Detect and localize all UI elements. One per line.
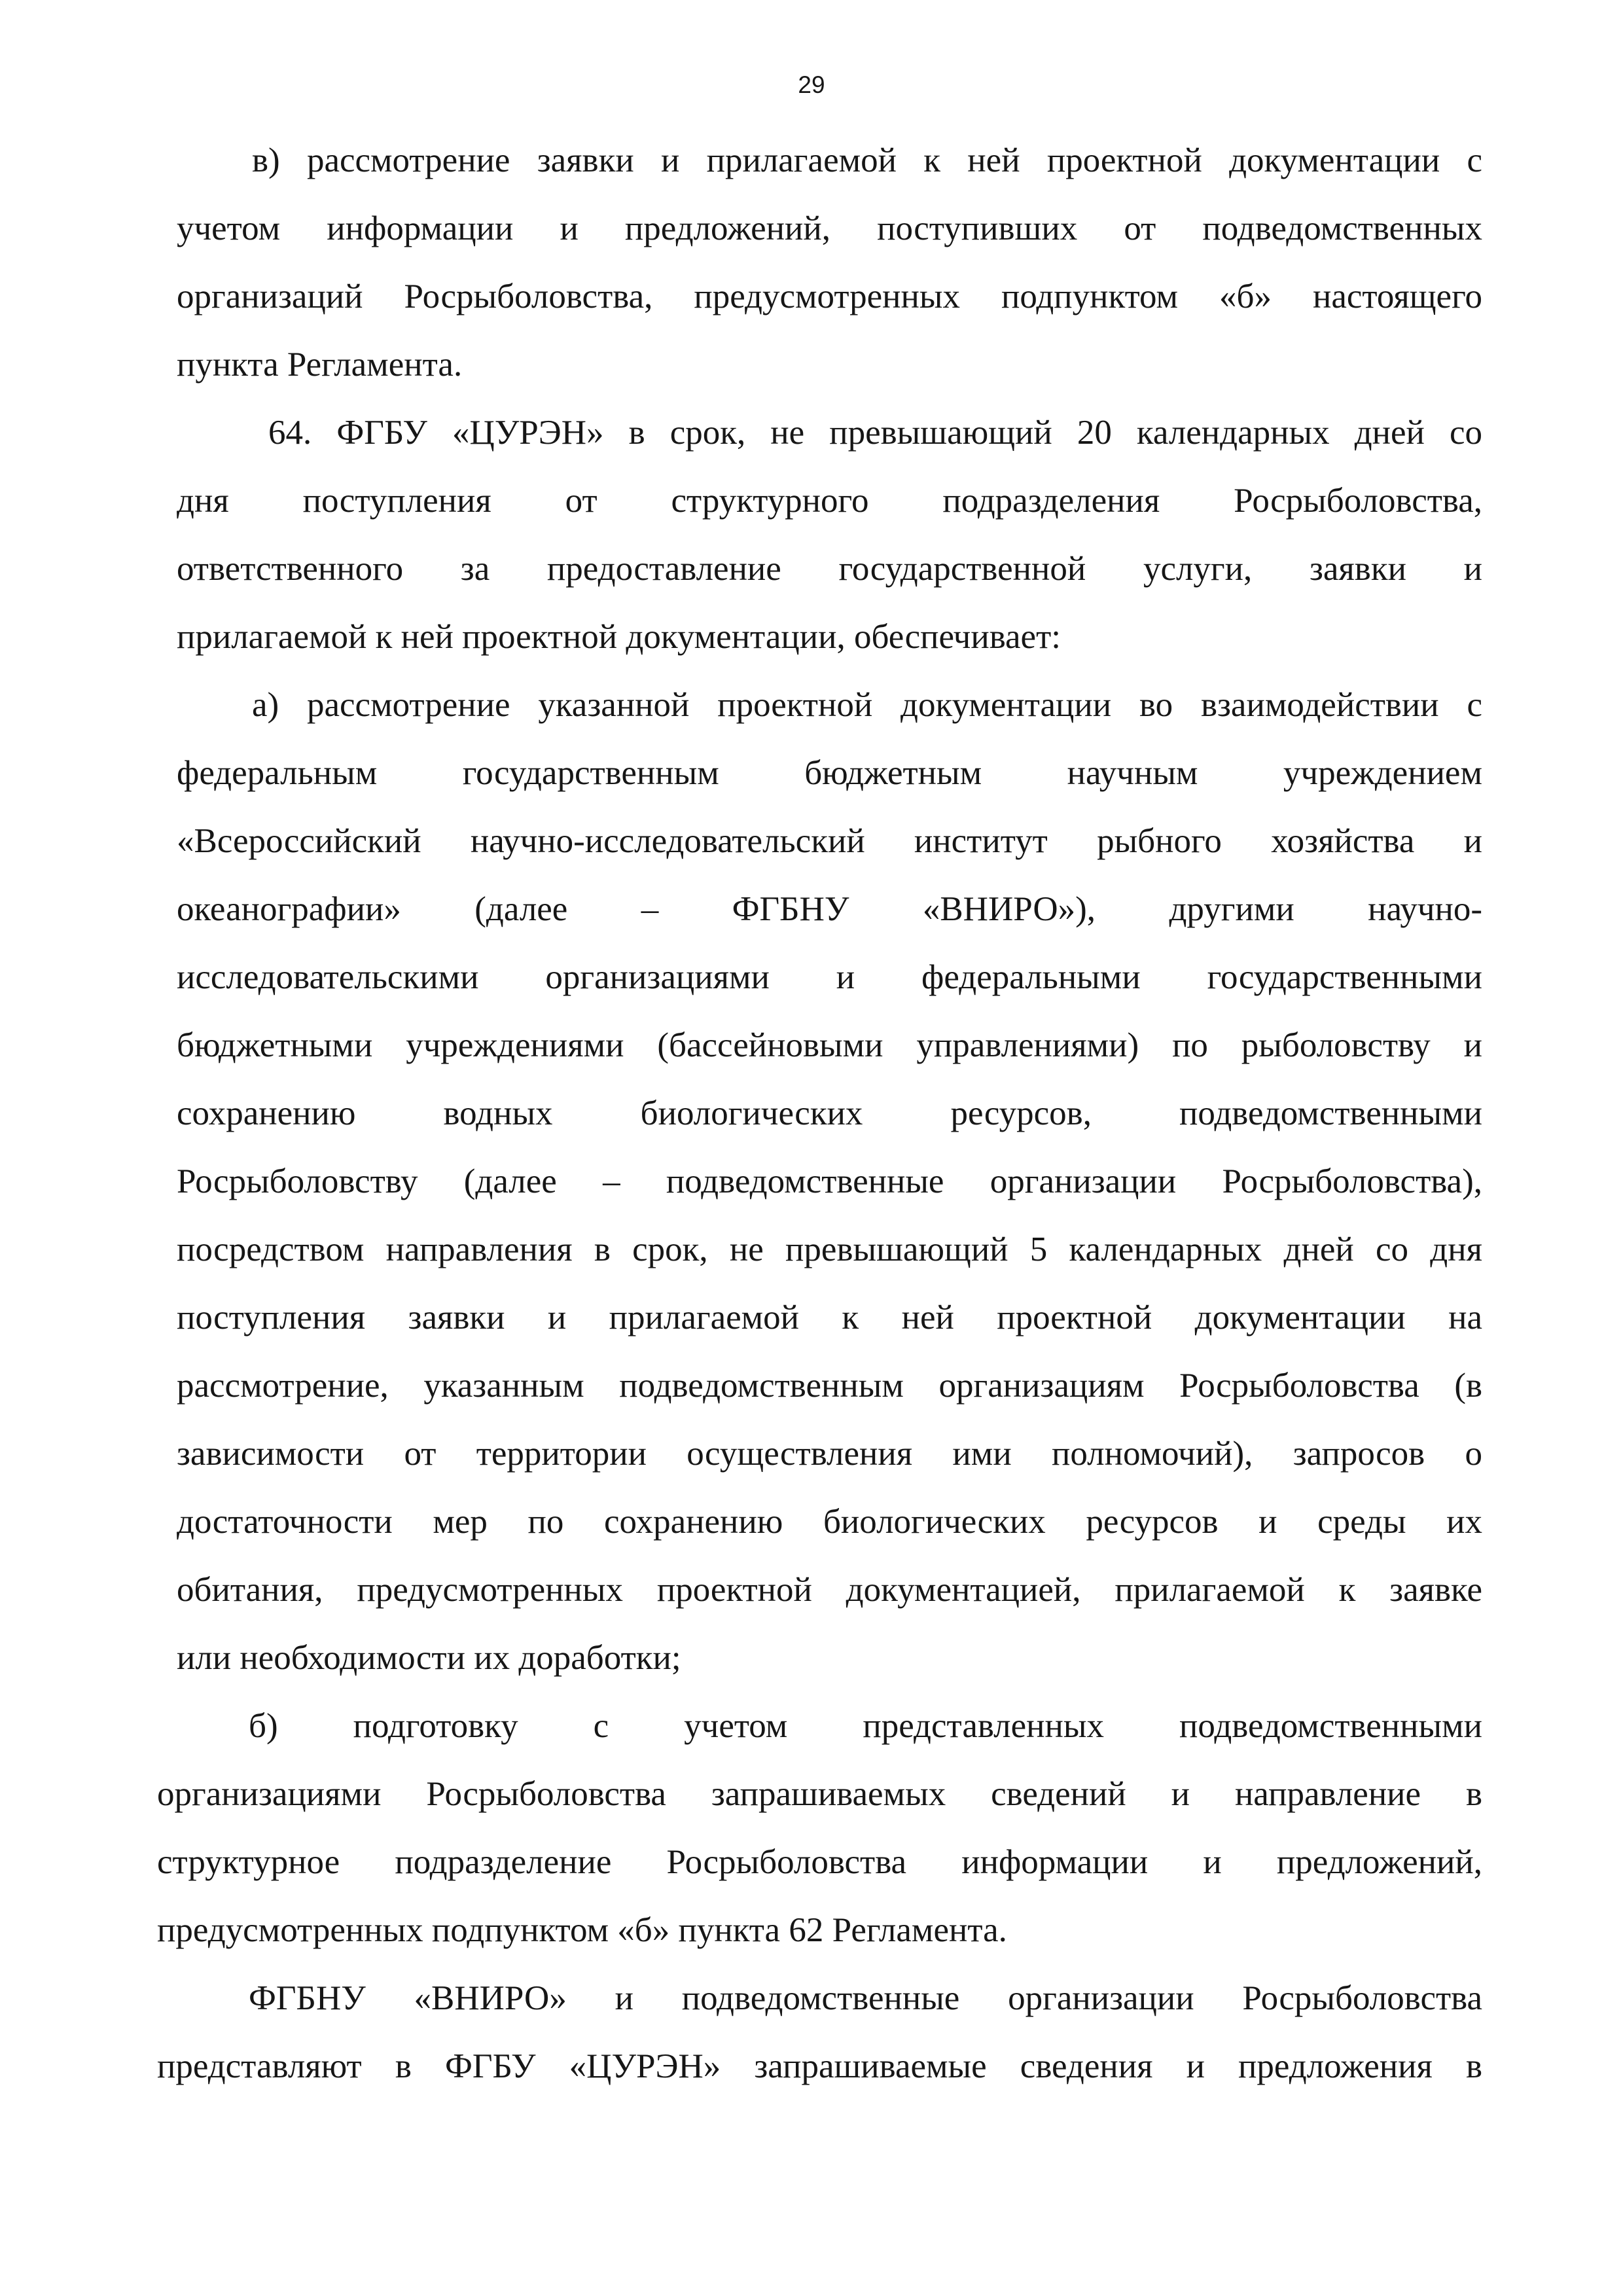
document-body [157,126,1482,2100]
text-line: предусмотренных подпунктом «б» пункта 62 Регламента. [157,1911,1007,1949]
text-line: «Всероссийский научно-исследовательский институт рыбного хозяйства и [177,822,1482,860]
text-line: исследовательскими организациями и федеральными государственными [177,958,1482,996]
text-line: океанографии» (далее – ФГБНУ «ВНИРО»), другими научно- [177,890,1482,928]
text-line: 64. ФГБУ «ЦУРЭН» в срок, не превышающий 20 календарных дней со [268,414,1482,452]
text-line: достаточности мер по сохранению биологических ресурсов и среды их [177,1503,1482,1541]
text-line: сохранению водных биологических ресурсов, подведомственными [177,1094,1482,1132]
text-line: прилагаемой к ней проектной документации, обеспечивает: [177,618,1061,656]
paragraph-item-v [177,126,1482,399]
text-line: рассмотрение, указанным подведомственным организациям Росрыболовства (в [177,1367,1482,1405]
text-line: организациями Росрыболовства запрашиваемых сведений и направление в [157,1775,1482,1813]
text-line: Росрыболовству (далее – подведомственные организации Росрыболовства), [177,1162,1482,1200]
text-line: ответственного за предоставление государственной услуги, заявки и [177,550,1482,588]
text-line: структурное подразделение Росрыболовства информации и предложений, [157,1843,1482,1881]
text-line: учетом информации и предложений, поступивших от подведомственных [177,209,1482,247]
paragraph-item-b [157,1692,1482,1964]
text-line: посредством направления в срок, не превышающий 5 календарных дней со дня [177,1230,1482,1268]
text-line: или необходимости их доработки; [177,1639,681,1677]
text-line: ФГБНУ «ВНИРО» и подведомственные организации Росрыболовства [249,1979,1482,2017]
text-line: обитания, предусмотренных проектной документацией, прилагаемой к заявке [177,1571,1482,1609]
text-line: а) рассмотрение указанной проектной документации во взаимодействии с [252,686,1482,724]
paragraph-item-a [177,671,1482,1692]
text-line: поступления заявки и прилагаемой к ней проектной документации на [177,1299,1482,1336]
text-line: дня поступления от структурного подразделения Росрыболовства, [177,482,1482,520]
text-line: федеральным государственным бюджетным научным учреждением [177,754,1482,792]
text-line: в) рассмотрение заявки и прилагаемой к ней проектной документации с [252,141,1482,179]
page-number: 29 [798,71,825,98]
text-line: б) подготовку с учетом представленных подведомственными [249,1707,1482,1745]
text-line: бюджетными учреждениями (бассейновыми управлениями) по рыболовству и [177,1026,1482,1064]
text-line: представляют в ФГБУ «ЦУРЭН» запрашиваемые сведения и предложения в [157,2047,1482,2085]
text-line: зависимости от территории осуществления ими полномочий), запросов о [177,1435,1482,1473]
paragraph-closing [157,1964,1482,2100]
text-line: пункта Регламента. [177,346,463,384]
text-line: организаций Росрыболовства, предусмотренных подпунктом «б» настоящего [177,278,1482,315]
paragraph-clause-64 [177,399,1482,671]
